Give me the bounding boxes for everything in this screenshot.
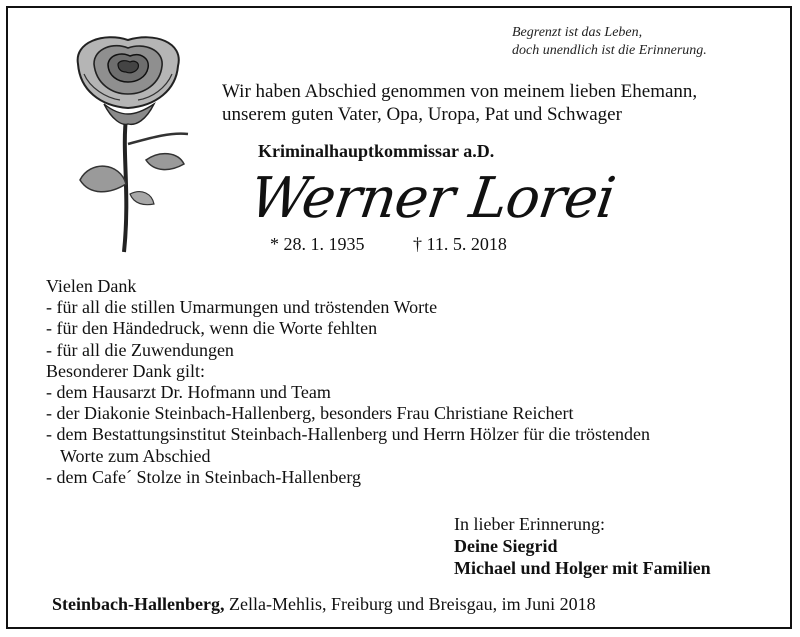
- thanks-item: - für all die stillen Umarmungen und tröstenden Worte: [46, 297, 438, 318]
- signature-line-2: Michael und Holger mit Familien: [454, 558, 711, 578]
- intro-line-2: unserem guten Vater, Opa, Uropa, Pat und Schwager: [222, 104, 622, 125]
- motto: [512, 24, 707, 60]
- signature-block: [454, 513, 711, 579]
- thanks-heading: Vielen Dank: [46, 276, 137, 296]
- deceased-name: Werner Lorei: [245, 166, 619, 231]
- place-rest: Zella-Mehlis, Freiburg und Breisgau, im Juni 2018: [224, 594, 596, 614]
- intro-line-1: Wir haben Abschied genommen von meinem lieben Ehemann,: [222, 81, 698, 102]
- thanks-section: [46, 276, 776, 488]
- place-town: Steinbach-Hallenberg,: [52, 594, 225, 614]
- intro-text: [222, 80, 697, 126]
- death-date: † 11. 5. 2018: [413, 234, 507, 254]
- place-and-date: [52, 594, 596, 615]
- motto-line-2: doch unendlich ist die Erinnerung.: [512, 43, 707, 58]
- thanks-item: - für den Händedruck, wenn die Worte fehlten: [46, 318, 378, 339]
- special-thanks-heading: Besonderer Dank gilt:: [46, 360, 205, 381]
- special-thanks-item-continuation: Worte zum Abschied: [60, 445, 211, 466]
- signature-line-1: Deine Siegrid: [454, 536, 558, 556]
- special-thanks-item: - dem Bestattungsinstitut Steinbach-Hallenberg und Herrn Hölzer für die tröstenden: [46, 424, 651, 445]
- life-dates: [270, 234, 507, 255]
- deceased-title: Kriminalhauptkommissar a.D.: [258, 141, 495, 161]
- special-thanks-item: - der Diakonie Steinbach-Hallenberg, besonders Frau Christiane Reichert: [46, 403, 574, 424]
- birth-date: * 28. 1. 1935: [270, 234, 365, 254]
- thanks-item: - für all die Zuwendungen: [46, 339, 234, 360]
- special-thanks-item: - dem Cafe´ Stolze in Steinbach-Hallenberg: [46, 466, 362, 487]
- motto-line-1: Begrenzt ist das Leben,: [512, 25, 643, 40]
- signature-intro: In lieber Erinnerung:: [454, 514, 605, 534]
- rose-icon: [60, 34, 200, 256]
- special-thanks-item: - dem Hausarzt Dr. Hofmann und Team: [46, 382, 331, 403]
